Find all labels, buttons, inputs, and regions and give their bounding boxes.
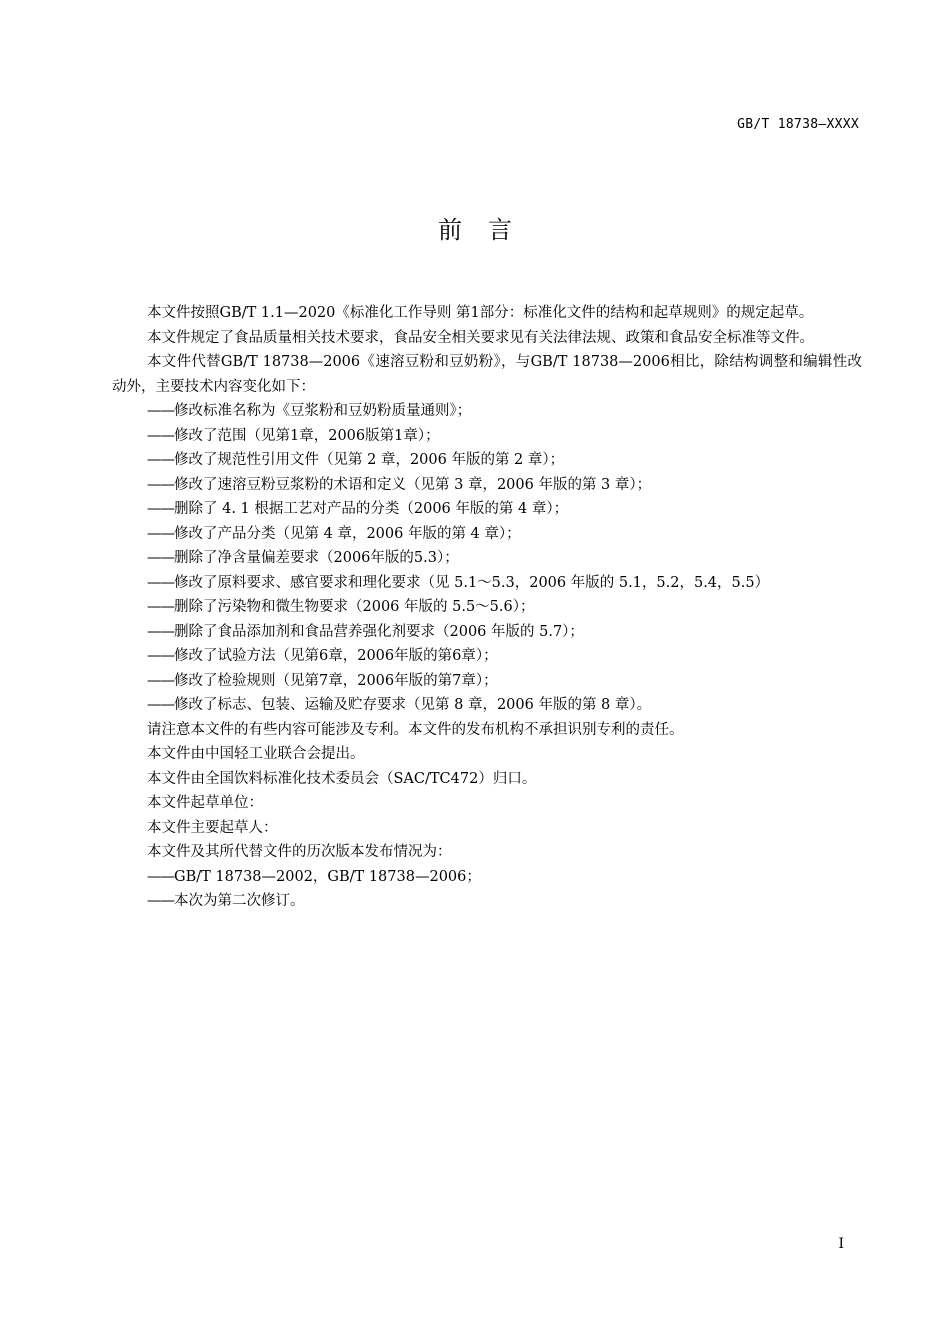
list-item [112,571,862,596]
paragraph-history-intro: 本文件及其所代替文件的历次版本发布情况为： [147,844,452,860]
changes-list [112,399,862,718]
list-item [112,889,862,914]
list-item [112,399,862,424]
paragraph-replacement: 本文件代替GB/T 18738—2006《速溶豆粉和豆奶粉》，与GB/T 18738—2006相比，除结构调整和编辑性改动外，主要技术内容变化如下： [112,354,862,395]
dash-marker: —— [147,525,174,542]
dash-marker: —— [147,672,174,689]
paragraph-drafting-rules: 本文件按照GB/T 1.1—2020《标准化工作导则 第1部分：标准化文件的结构和起草规则》的规定起草。 [147,305,814,321]
list-item [112,448,862,473]
paragraph-patent-notice: 请注意本文件的有些内容可能涉及专利。本文件的发布机构不承担识别专利的责任。 [147,721,684,738]
list-item-text: 修改了检验规则（见第7章，2006年版的第7章）； [174,672,498,689]
list-item-text: 修改了产品分类（见第 4 章，2006 年版的第 4 章）； [174,525,521,542]
list-item [112,620,862,645]
list-item-text: 修改了规范性引用文件（见第 2 章，2006 年版的第 2 章）； [174,452,565,468]
list-item [112,669,862,694]
list-item [112,865,862,890]
list-item-text: 删除了 4. 1 根据工艺对产品的分类（2006 年版的第 4 章）； [174,501,569,517]
list-item [112,693,862,718]
foreword-body [112,301,862,914]
list-item-text: 修改标准名称为《豆浆粉和豆奶粉质量通则》； [174,403,472,419]
list-item [112,595,862,620]
page-number: I [838,1236,844,1252]
history-list [112,865,862,914]
paragraph-proposer: 本文件由中国轻工业联合会提出。 [147,746,365,762]
dash-marker: —— [147,697,174,713]
dash-marker: —— [147,868,174,885]
dash-marker: —— [147,476,174,493]
dash-marker: —— [147,452,174,468]
dash-marker: —— [147,599,174,615]
list-item-text: 修改了速溶豆粉豆浆粉的术语和定义（见第 3 章，2006 年版的第 3 章）； [174,476,652,493]
dash-marker: —— [147,501,174,517]
dash-marker: —— [147,550,174,566]
dash-marker: —— [147,427,174,444]
list-item [112,644,862,669]
dash-marker: —— [147,574,174,591]
dash-marker: —— [147,893,174,909]
list-item-text: 修改了范围（见第1章，2006版第1章）； [174,427,440,444]
list-item-text: GB/T 18738—2002，GB/T 18738—2006； [174,868,481,885]
list-item-text: 删除了净含量偏差要求（2006年版的5.3）； [174,550,459,566]
list-item [112,424,862,449]
list-item-text: 修改了试验方法（见第6章，2006年版的第6章）； [174,648,498,664]
list-item [112,473,862,498]
paragraph-drafters: 本文件主要起草人： [147,819,278,836]
list-item-text: 本次为第二次修订。 [174,893,305,909]
list-item [112,522,862,547]
dash-marker: —— [147,623,174,640]
list-item-text: 删除了污染物和微生物要求（2006 年版的 5.5～5.6）； [174,599,535,615]
list-item [112,497,862,522]
list-item-text: 修改了标志、包装、运输及贮存要求（见第 8 章，2006 年版的第 8 章）。 [174,697,652,713]
dash-marker: —— [147,648,174,664]
paragraph-scope-note: 本文件规定了食品质量相关技术要求，食品安全相关要求见有关法律法规、政策和食品安全标准等文件。 [147,329,814,346]
list-item-text: 删除了食品添加剂和食品营养强化剂要求（2006 年版的 5.7）； [174,623,584,640]
paragraph-drafting-units: 本文件起草单位： [147,795,263,811]
paragraph-committee: 本文件由全国饮料标准化技术委员会（SAC/TC472）归口。 [147,770,537,787]
page-title: 前言 [438,216,538,244]
document-code: GB/T 18738—XXXX [737,117,859,132]
dash-marker: —— [147,403,174,419]
list-item [112,546,862,571]
list-item-text: 修改了原料要求、感官要求和理化要求（见 5.1～5.3，2006 年版的 5.1，5.2，5.4，5.5） [174,574,770,591]
